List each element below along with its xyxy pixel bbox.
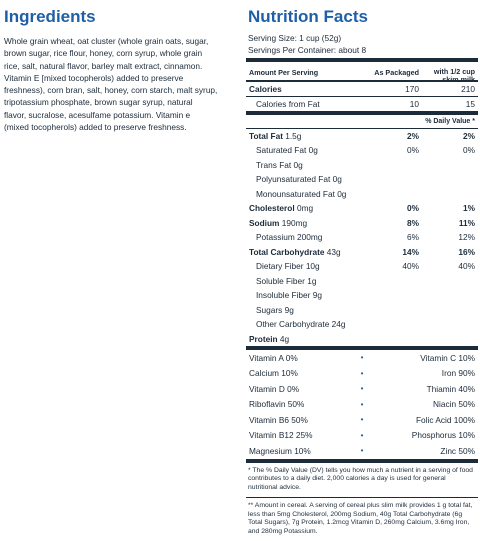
nutrient-label <box>256 290 345 300</box>
nutrient-amount: 4g <box>279 333 290 344</box>
nutrient-label <box>256 145 345 155</box>
nutrient-label <box>249 203 345 213</box>
nutrient-name: Cholesterol <box>249 203 295 214</box>
nutrient-row <box>246 187 478 202</box>
vitamin-left: Vitamin B6 50% <box>249 414 308 425</box>
calories-from-fat-packaged: 10 <box>409 98 419 109</box>
vitamin-left: Vitamin B12 25% <box>249 430 313 441</box>
calories-from-fat-row <box>246 96 478 111</box>
ingredients-line: rice, salt, natural flavor, barley malt extract, cinnamon. <box>4 60 203 71</box>
nutrient-dv-packaged: 40% <box>402 261 419 272</box>
ingredients-text <box>4 35 230 133</box>
nutrient-label <box>256 305 345 315</box>
nutrient-amount: 0mg <box>296 203 314 214</box>
nutrient-row <box>246 216 478 231</box>
nutrient-name: Total Fat <box>249 130 283 141</box>
ingredients-line: brown sugar, rice flour, honey, corn syrup, whole grain <box>4 48 203 59</box>
vitamin-left: Vitamin D 0% <box>249 383 300 394</box>
servings-per-container: Servings Per Container: about 8 <box>248 44 367 55</box>
nutrient-dv-packaged: 8% <box>407 217 419 228</box>
nutrient-amount: 0g <box>308 145 318 156</box>
vitamin-right: Zinc 50% <box>440 445 475 456</box>
nutrient-name: Polyunsaturated Fat <box>256 174 331 185</box>
ingredients-line: Whole grain wheat, oat cluster (whole grain oats, sugar, <box>4 36 209 46</box>
nutrient-name: Potassium <box>256 232 295 243</box>
nutrient-label <box>256 276 345 286</box>
nutrient-row <box>246 288 478 303</box>
bullet-icon: • <box>360 415 364 425</box>
nutrient-name: Soluble Fiber <box>256 275 305 286</box>
bullet-icon: • <box>360 446 364 456</box>
nutrient-name: Other Carbohydrate <box>256 319 330 330</box>
nutrient-dv-with-milk: 2% <box>463 130 475 141</box>
nutrient-list <box>246 128 478 347</box>
calories-packaged: 170 <box>405 84 419 94</box>
nutrient-row <box>246 230 478 245</box>
nutrient-row <box>246 332 478 347</box>
nutrient-dv-with-milk: 0% <box>463 145 475 156</box>
calories-from-fat-label: Calories from Fat <box>256 98 320 109</box>
nutrient-amount: 0g <box>337 188 347 199</box>
nutrient-label <box>249 247 345 257</box>
table-header <box>246 58 478 84</box>
vitamin-right: Iron 90% <box>441 368 475 379</box>
nutrient-name: Sodium <box>249 217 280 228</box>
header-packaged: As Packaged <box>374 68 419 77</box>
nutrient-amount: 1.5g <box>285 130 302 141</box>
bullet-icon: • <box>360 399 364 409</box>
nutrient-dv-packaged: 0% <box>407 203 419 214</box>
nutrient-dv-packaged: 14% <box>402 246 419 257</box>
nutrient-name: Dietary Fiber <box>256 261 304 272</box>
nutrient-label <box>256 160 345 170</box>
calories-with-milk: 210 <box>461 84 475 94</box>
daily-value-header: % Daily Value * <box>246 111 478 128</box>
nutrient-name: Total Carbohydrate <box>249 246 325 257</box>
nutrient-row <box>246 245 478 260</box>
calories-from-fat-with-milk: 15 <box>465 98 475 109</box>
header-amount: Amount Per Serving <box>249 68 319 77</box>
nutrient-label <box>256 232 345 242</box>
serving-size: Serving Size: 1 cup (52g) <box>248 33 342 43</box>
calories-label: Calories <box>249 84 282 94</box>
nutrient-dv-with-milk: 1% <box>463 203 475 214</box>
vitamin-right: Niacin 50% <box>433 399 475 410</box>
nutrient-label <box>249 131 345 141</box>
nutrient-row <box>246 129 478 144</box>
vitamin-right: Vitamin C 10% <box>420 352 475 363</box>
nutrient-row <box>246 259 478 274</box>
nutrient-name: Monounsaturated Fat <box>256 188 335 199</box>
bullet-icon: • <box>360 353 364 363</box>
vitamin-right: Thiamin 40% <box>426 383 475 394</box>
nutrient-label <box>249 218 345 228</box>
nutrient-amount: 9g <box>312 290 322 301</box>
nutrient-amount: 43g <box>326 246 341 257</box>
vitamin-left: Vitamin A 0% <box>249 352 298 363</box>
nutrient-dv-packaged: 6% <box>407 232 419 243</box>
ingredients-line: freshness), corn bran, salt, honey, corn starch, malt syrup, <box>4 85 218 96</box>
nutrition-facts-title: Nutrition Facts <box>248 7 368 26</box>
nutrient-amount: 0g <box>332 174 342 185</box>
bullet-icon: • <box>360 384 364 394</box>
nutrient-dv-with-milk: 11% <box>458 217 475 228</box>
vitamin-right: Phosphorus 10% <box>411 430 475 441</box>
nutrient-dv-with-milk: 40% <box>458 261 475 272</box>
nutrient-amount: 190mg <box>281 217 308 228</box>
bullet-icon: • <box>360 430 364 440</box>
nutrient-name: Insoluble Fiber <box>256 290 311 301</box>
ingredients-title: Ingredients <box>4 7 96 26</box>
nutrient-name: Sugars <box>256 304 283 315</box>
nutrient-name: Saturated Fat <box>256 145 307 156</box>
nutrient-row <box>246 274 478 289</box>
nutrient-amount: 24g <box>331 319 346 330</box>
nutrient-label <box>256 261 345 271</box>
nutrient-name: Protein <box>249 333 278 344</box>
ingredients-line: flavor, sucralose, acesulfame potassium. Vitamin e <box>4 109 191 120</box>
bullet-icon: • <box>360 368 364 378</box>
nutrient-row <box>246 201 478 216</box>
vitamins-minerals <box>246 346 478 459</box>
nutrient-amount: 10g <box>305 261 320 272</box>
nutrition-table <box>246 58 478 541</box>
ingredients-line: tripotassium phosphate, brown sugar syrup, natural <box>4 97 193 108</box>
header-with-milk: with 1/2 cup skim milk <box>433 67 475 84</box>
nutrient-amount: 9g <box>284 304 294 315</box>
nutrient-row <box>246 143 478 158</box>
nutrient-amount: 200mg <box>297 232 323 243</box>
nutrient-dv-with-milk: 12% <box>458 232 475 243</box>
vitamin-left: Calcium 10% <box>249 368 298 379</box>
nutrient-label <box>256 174 345 184</box>
nutrient-row <box>246 172 478 187</box>
nutrient-amount: 1g <box>307 275 317 286</box>
vitamin-right: Folic Acid 100% <box>415 414 475 425</box>
nutrient-dv-with-milk: 16% <box>458 246 475 257</box>
vitamin-left: Riboflavin 50% <box>249 399 305 410</box>
nutrient-dv-packaged: 0% <box>407 145 419 156</box>
nutrient-amount: 0g <box>293 159 303 170</box>
ingredients-line: (mixed tocopherols) added to preserve freshness. <box>4 122 187 133</box>
nutrient-label <box>256 189 346 199</box>
nutrient-row <box>246 158 478 173</box>
serving-info <box>248 33 366 56</box>
nutrient-label <box>249 334 345 344</box>
nutrient-row <box>246 317 478 332</box>
nutrient-name: Trans Fat <box>256 159 292 170</box>
footnote-milk: ** Amount in cereal. A serving of cereal plus slim milk provides 1 g total fat, less than 5mg Cholesterol, 200mg Sodium, 40g Total Carbohydrate (6g Total Sugars), 7g Protein, 1.2mcg Vitamin D, 260mg Calcium, 3.6mg Iron, and 280mg Potassium. <box>246 497 478 541</box>
footnote-daily-value: * The % Daily Value (DV) tells you how much a nutrient in a serving of food contributes to a daily diet. 2,000 calories a day is used for general nutritional advice. <box>246 459 478 497</box>
nutrient-dv-packaged: 2% <box>407 130 419 141</box>
nutrient-label <box>256 319 345 329</box>
nutrient-row <box>246 303 478 318</box>
vitamin-left: Magnesium 10% <box>249 445 311 456</box>
ingredients-line: Vitamin E [mixed tocopherols) added to preserve <box>4 72 184 83</box>
